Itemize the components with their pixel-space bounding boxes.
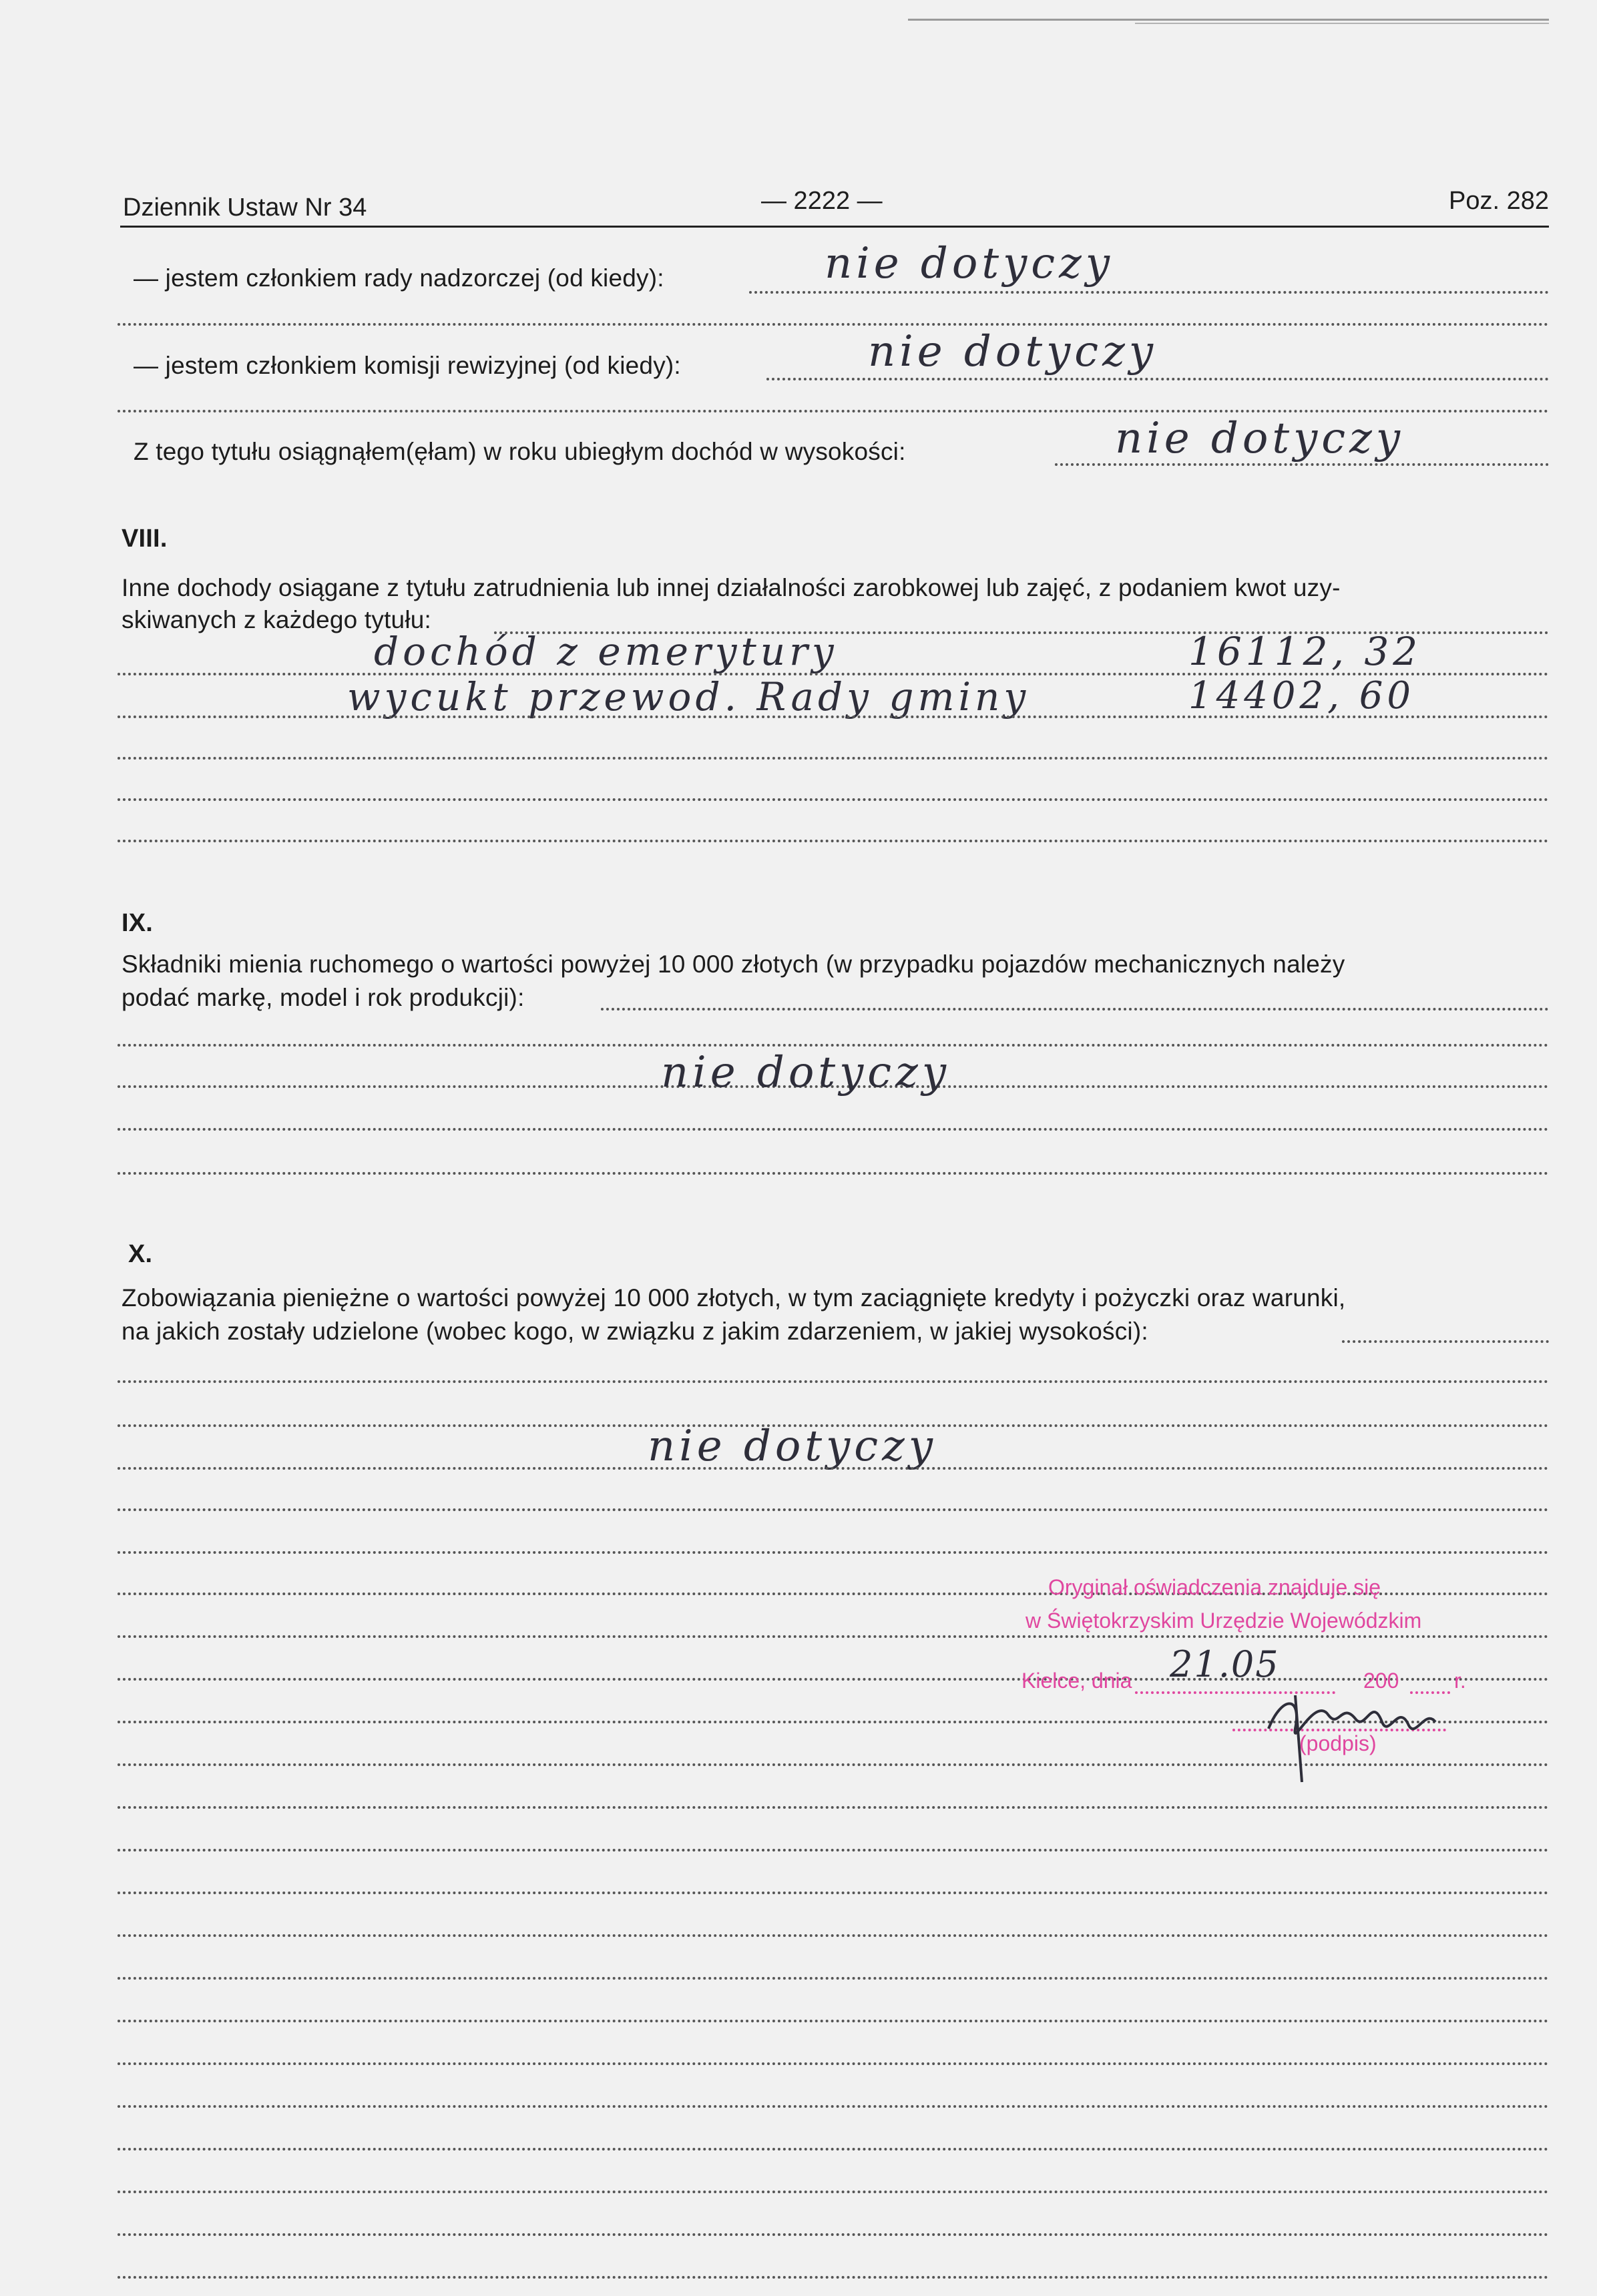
audit-member-label: — jestem członkiem komisji rewizyjnej (od kiedy):: [134, 352, 681, 379]
position-number: Poz. 282: [1449, 187, 1549, 215]
fill-line: [118, 1892, 1549, 1894]
section-ix-text: Składniki mienia ruchomego o wartości powyżej 10 000 złotych (w przypadku pojazdów mechanicznych należy: [122, 950, 1345, 978]
section-viii-label: VIII.: [122, 525, 168, 553]
fill-line: [118, 1172, 1549, 1175]
handwritten-answer: nie dotyczy: [661, 1048, 950, 1097]
fill-line: [118, 1044, 1549, 1047]
handwritten-income-label: dochód z emerytury: [374, 629, 838, 674]
section-viii-text: skiwanych z każdego tytułu:: [122, 606, 432, 633]
fill-line: [118, 1849, 1549, 1851]
page-number: — 2222 —: [761, 187, 883, 215]
fill-line: [1055, 463, 1549, 466]
fill-line: [118, 2233, 1549, 2236]
section-ix-text: podać markę, model i rok produkcji):: [122, 984, 525, 1011]
stamp-place: Kielce, dnia: [1021, 1669, 1132, 1693]
fill-line: [118, 1508, 1549, 1511]
fill-line: [118, 410, 1549, 412]
section-viii-text: Inne dochody osiągane z tytułu zatrudnienia lub innej działalności zarobkowej lub zajęć, z podaniem kwot uzy-: [122, 574, 1341, 601]
section-x-text: na jakich zostały udzielone (wobec kogo, w związku z jakim zdarzeniem, w jakiej wysokości):: [122, 1318, 1148, 1345]
fill-line: [118, 1977, 1549, 1980]
fill-line: [118, 798, 1549, 801]
board-member-label: — jestem członkiem rady nadzorczej (od kiedy):: [134, 264, 664, 292]
stamp-year: 200: [1363, 1669, 1399, 1693]
fill-line: [118, 2276, 1549, 2279]
fill-line: [118, 1635, 1549, 1638]
fill-line: [118, 2148, 1549, 2150]
fill-line: [118, 1806, 1549, 1809]
fill-line: [118, 323, 1549, 326]
fill-line: [118, 2062, 1549, 2065]
handwritten-answer: nie dotyczy: [825, 239, 1114, 288]
handwritten-answer: nie dotyczy: [868, 327, 1157, 376]
section-x-text: Zobowiązania pieniężne o wartości powyżej 10 000 złotych, w tym zaciągnięte kredyty i pożyczki oraz warunki,: [122, 1284, 1346, 1312]
fill-line: [118, 1551, 1549, 1554]
scan-edge-rule: [908, 19, 1549, 21]
handwritten-signature: [1255, 1655, 1455, 1789]
fill-line: [118, 715, 1549, 718]
signature-stroke: [1269, 1704, 1435, 1733]
fill-line: [601, 1008, 1549, 1011]
fill-line: [118, 757, 1549, 760]
fill-line: [118, 1467, 1549, 1470]
section-ix-label: IX.: [122, 909, 154, 937]
fill-line: [766, 378, 1549, 380]
signature-caption: (podpis): [1299, 1731, 1377, 1755]
handwritten-income-value: 14402, 60: [1188, 674, 1415, 718]
fill-line: [118, 840, 1549, 842]
stamp-line: w Świętokrzyskim Urzędzie Wojewódzkim: [1025, 1609, 1422, 1633]
publication-title: Dziennik Ustaw Nr 34: [123, 194, 367, 222]
header-divider: [120, 226, 1549, 228]
fill-line: [118, 2191, 1549, 2193]
fill-line: [749, 291, 1549, 294]
handwritten-income-value: 16112, 32: [1188, 629, 1422, 674]
stamp-line: Oryginał oświadczenia znajduje się: [1048, 1575, 1381, 1599]
stamp-date-handwritten: 21.05: [1170, 1643, 1280, 1685]
fill-line: [118, 2020, 1549, 2022]
fill-line: [1342, 1340, 1549, 1343]
handwritten-answer: nie dotyczy: [648, 1422, 937, 1471]
income-from-title-label: Z tego tytułu osiągnąłem(ęłam) w roku ubiegłym dochód w wysokości:: [134, 438, 906, 465]
stamp-year-suffix: r.: [1454, 1669, 1466, 1693]
fill-line: [118, 1934, 1549, 1937]
fill-line: [118, 1380, 1549, 1383]
page-header: [120, 187, 1549, 227]
fill-line: [118, 2105, 1549, 2108]
handwritten-answer: nie dotyczy: [1115, 414, 1404, 463]
section-x-label: X.: [128, 1240, 153, 1268]
signature-stroke: [1295, 1695, 1302, 1782]
scan-edge-rule: [1135, 23, 1549, 24]
handwritten-income-label: wycukt przewod. Rady gminy: [347, 674, 1030, 720]
fill-line: [118, 1128, 1549, 1131]
